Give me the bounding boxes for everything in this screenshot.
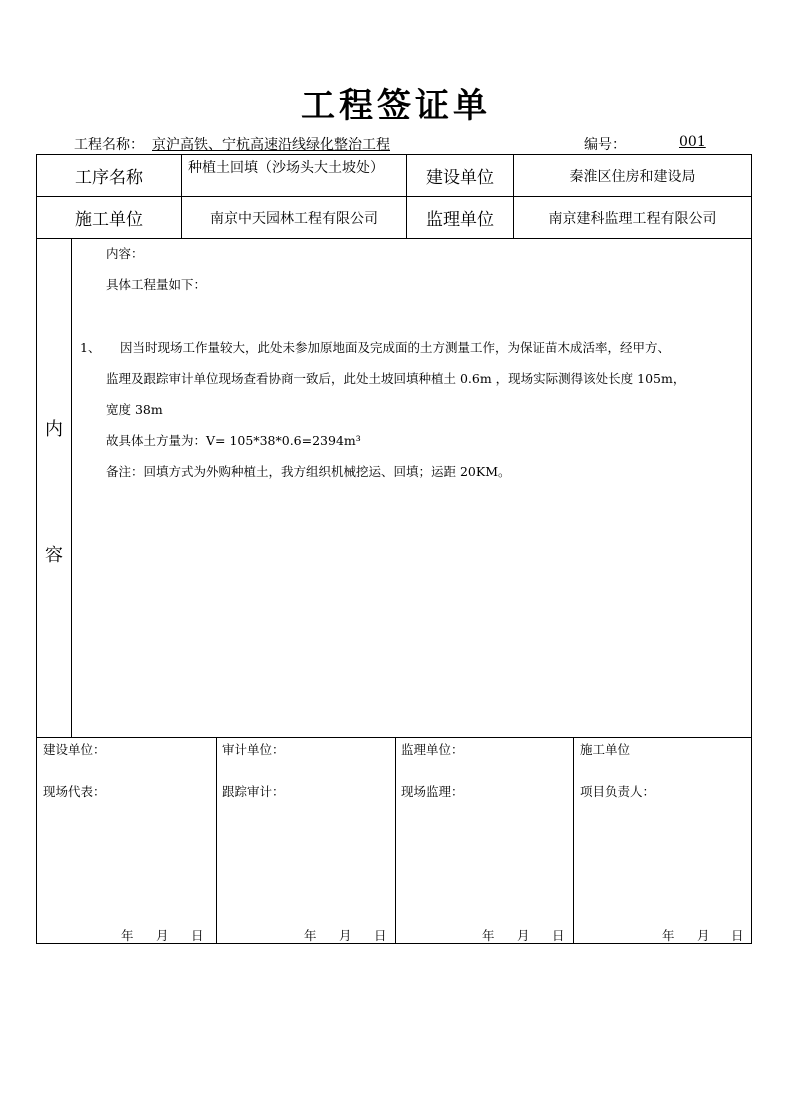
process-name-value: 种植土回填（沙场头大土坡处）	[188, 160, 384, 176]
content-item-number: 1、	[80, 340, 101, 355]
date-day-1: 日	[191, 928, 204, 943]
supervisor-value: 南京建科监理工程有限公司	[548, 210, 717, 227]
number-value: 001	[679, 134, 706, 150]
sig-unit-1: 建设单位：	[43, 742, 106, 757]
content-note: 备注：回填方式为外购种植土，我方组织机械挖运、回填；运距 20KM。	[106, 464, 511, 479]
content-line-1: 因当时现场工作量较大，此处未参加原地面及完成面的土方测量工作，为保证苗木成活率，经甲方、	[120, 340, 671, 355]
date-month-2: 月	[339, 928, 352, 943]
sig-rep-1: 现场代表：	[43, 784, 106, 799]
content-side-label-bottom: 容	[45, 545, 63, 566]
date-day-2: 日	[374, 928, 387, 943]
date-day-3: 日	[552, 928, 565, 943]
date-year-1: 年	[121, 928, 134, 943]
content-formula: 故具体土方量为：V= 105*38*0.6=2394m³	[106, 433, 361, 448]
sig-rep-4: 项目负责人：	[580, 784, 656, 799]
sig-unit-4: 施工单位	[580, 742, 631, 757]
construction-unit-value: 秦淮区住房和建设局	[569, 168, 696, 185]
sig-rep-2: 跟踪审计：	[222, 784, 285, 799]
process-name-label: 工序名称	[75, 168, 143, 188]
date-day-4: 日	[731, 928, 744, 943]
sig-unit-2: 审计单位：	[222, 742, 285, 757]
content-line-3: 宽度 38m	[106, 402, 163, 417]
date-year-4: 年	[662, 928, 675, 943]
supervisor-label: 监理单位	[426, 210, 494, 230]
date-month-1: 月	[156, 928, 169, 943]
construction-unit-label: 建设单位	[426, 168, 494, 188]
content-intro: 具体工程量如下：	[106, 277, 207, 292]
content-heading: 内容：	[106, 246, 144, 261]
date-month-4: 月	[697, 928, 710, 943]
number-label: 编号：	[584, 137, 626, 153]
content-line-2: 监理及跟踪审计单位现场查看协商一致后，此处土坡回填种植土 0.6m ，现场实际测得该处长度 105m，	[106, 371, 686, 386]
project-name: 京沪高铁、宁杭高速沿线绿化整治工程	[152, 137, 390, 153]
sig-rep-3: 现场监理：	[401, 784, 464, 799]
content-side-label-top: 内	[45, 419, 63, 440]
project-name-label: 工程名称：	[74, 137, 144, 153]
contractor-label: 施工单位	[75, 210, 143, 230]
sig-unit-3: 监理单位：	[401, 742, 464, 757]
date-month-3: 月	[517, 928, 530, 943]
contractor-value: 南京中天园林工程有限公司	[210, 210, 378, 227]
date-year-2: 年	[304, 928, 317, 943]
date-year-3: 年	[482, 928, 495, 943]
page-title: 工程签证单	[301, 86, 491, 126]
